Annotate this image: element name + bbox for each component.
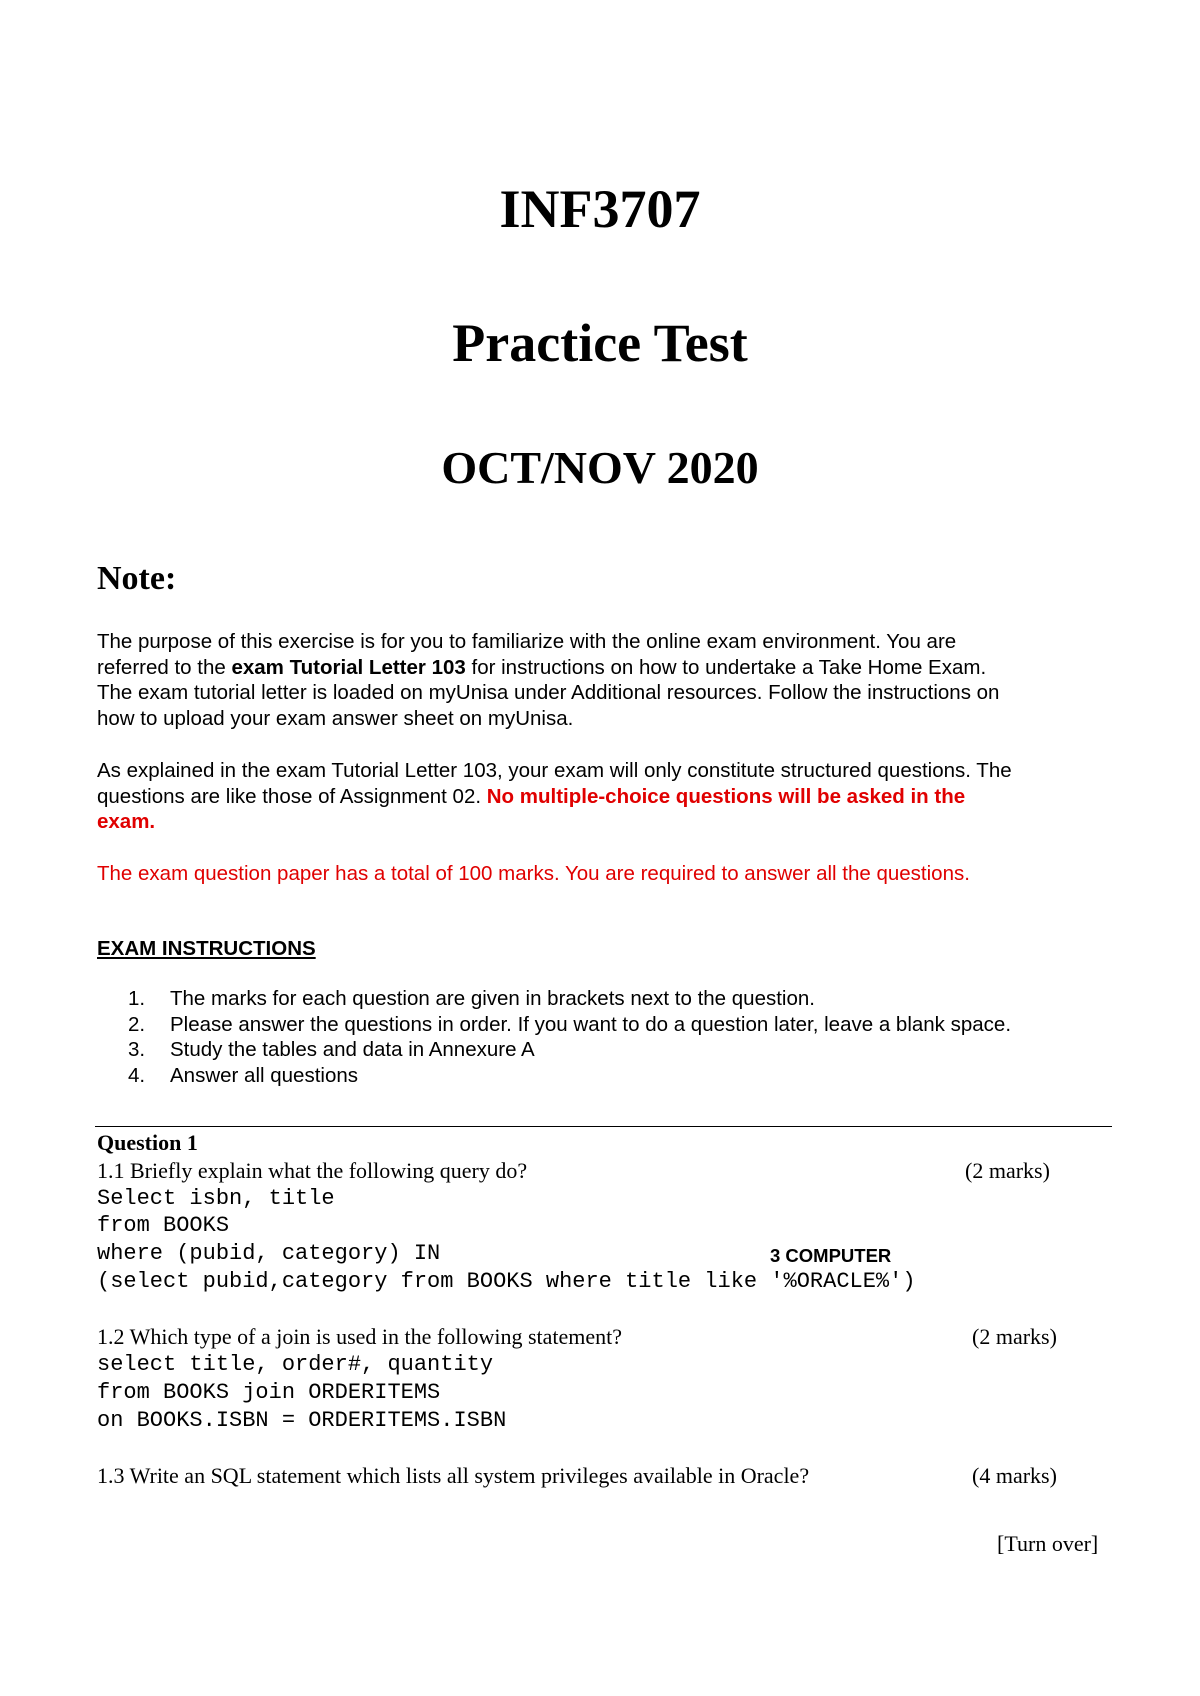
q1-1-code-line: (select pubid,category from BOOKS where title like '%ORACLE%') bbox=[97, 1269, 916, 1294]
q1-2-text: 1.2 Which type of a join is used in the following statement? bbox=[97, 1324, 623, 1349]
exam-instructions-heading: EXAM INSTRUCTIONS bbox=[97, 937, 316, 960]
q1-3-text: 1.3 Write an SQL statement which lists all system privileges available in Oracle? bbox=[97, 1463, 810, 1488]
q1-3-marks: (4 marks) bbox=[972, 1463, 1057, 1488]
note-p2-line2 bbox=[97, 784, 1097, 810]
instruction-number: 1. bbox=[128, 987, 146, 1010]
q1-2-code-line: on BOOKS.ISBN = ORDERITEMS.ISBN bbox=[97, 1408, 507, 1433]
instruction-number: 4. bbox=[128, 1063, 146, 1087]
instruction-item bbox=[128, 1037, 1011, 1063]
note-p1-line2-post: for instructions on how to undertake a Take Home Exam. bbox=[465, 655, 987, 679]
note-p1-line2 bbox=[97, 655, 1097, 681]
no-mcq-warning-cont: exam. bbox=[97, 810, 156, 833]
note-p2-line1: As explained in the exam Tutorial Letter 103, your exam will only constitute structured questions. The bbox=[97, 759, 1012, 782]
question-1-title: Question 1 bbox=[97, 1130, 198, 1155]
q1-2-marks: (2 marks) bbox=[972, 1324, 1057, 1349]
note-p2-line2-pre: questions are like those of Assignment 02. bbox=[97, 784, 487, 808]
instruction-number: 2. bbox=[128, 1012, 146, 1036]
note-p1-line2-pre: referred to the bbox=[97, 655, 232, 679]
instruction-item bbox=[128, 1063, 1011, 1089]
no-mcq-warning: No multiple-choice questions will be asked in the bbox=[486, 784, 966, 808]
instruction-text: Study the tables and data in Annexure A bbox=[170, 1038, 535, 1061]
watermark-stamp: 3 COMPUTER bbox=[770, 1245, 892, 1266]
q1-1-marks: (2 marks) bbox=[965, 1158, 1050, 1183]
note-paragraph-1 bbox=[97, 629, 1097, 731]
section-divider bbox=[95, 1126, 1112, 1127]
tutorial-letter-ref: exam Tutorial Letter 103 bbox=[231, 655, 466, 679]
total-marks-notice: The exam question paper has a total of 100 marks. You are required to answer all the questions. bbox=[97, 862, 970, 885]
instruction-text: Please answer the questions in order. If you want to do a question later, leave a blank space. bbox=[170, 1012, 1012, 1036]
q1-2-code-line: select title, order#, quantity bbox=[97, 1352, 494, 1377]
turn-over-label: [Turn over] bbox=[997, 1531, 1099, 1556]
course-code: INF3707 bbox=[499, 179, 701, 239]
q1-1-text: 1.1 Briefly explain what the following query do? bbox=[97, 1158, 528, 1183]
exam-session: OCT/NOV 2020 bbox=[441, 442, 759, 493]
note-p1-line3: The exam tutorial letter is loaded on myUnisa under Additional resources. Follow the instructions on bbox=[97, 681, 1000, 704]
instruction-text: The marks for each question are given in brackets next to the question. bbox=[170, 987, 815, 1010]
q1-1-code-line: where (pubid, category) IN bbox=[97, 1241, 441, 1266]
instruction-text: Answer all questions bbox=[170, 1063, 359, 1087]
q1-1-code-line: Select isbn, title bbox=[97, 1186, 335, 1211]
note-p1-line4: how to upload your exam answer sheet on myUnisa. bbox=[97, 706, 574, 730]
note-p1-line1: The purpose of this exercise is for you to familiarize with the online exam environment. You are bbox=[97, 630, 957, 653]
note-paragraph-2 bbox=[97, 758, 1097, 835]
q1-1-code-line: from BOOKS bbox=[97, 1213, 230, 1238]
instruction-number: 3. bbox=[128, 1038, 146, 1061]
q1-2-code-line: from BOOKS join ORDERITEMS bbox=[97, 1380, 441, 1405]
instruction-item bbox=[128, 1012, 1011, 1038]
note-heading: Note: bbox=[97, 560, 177, 597]
instruction-item bbox=[128, 986, 1011, 1012]
instructions-list bbox=[128, 986, 1011, 1088]
test-title: Practice Test bbox=[452, 313, 748, 373]
